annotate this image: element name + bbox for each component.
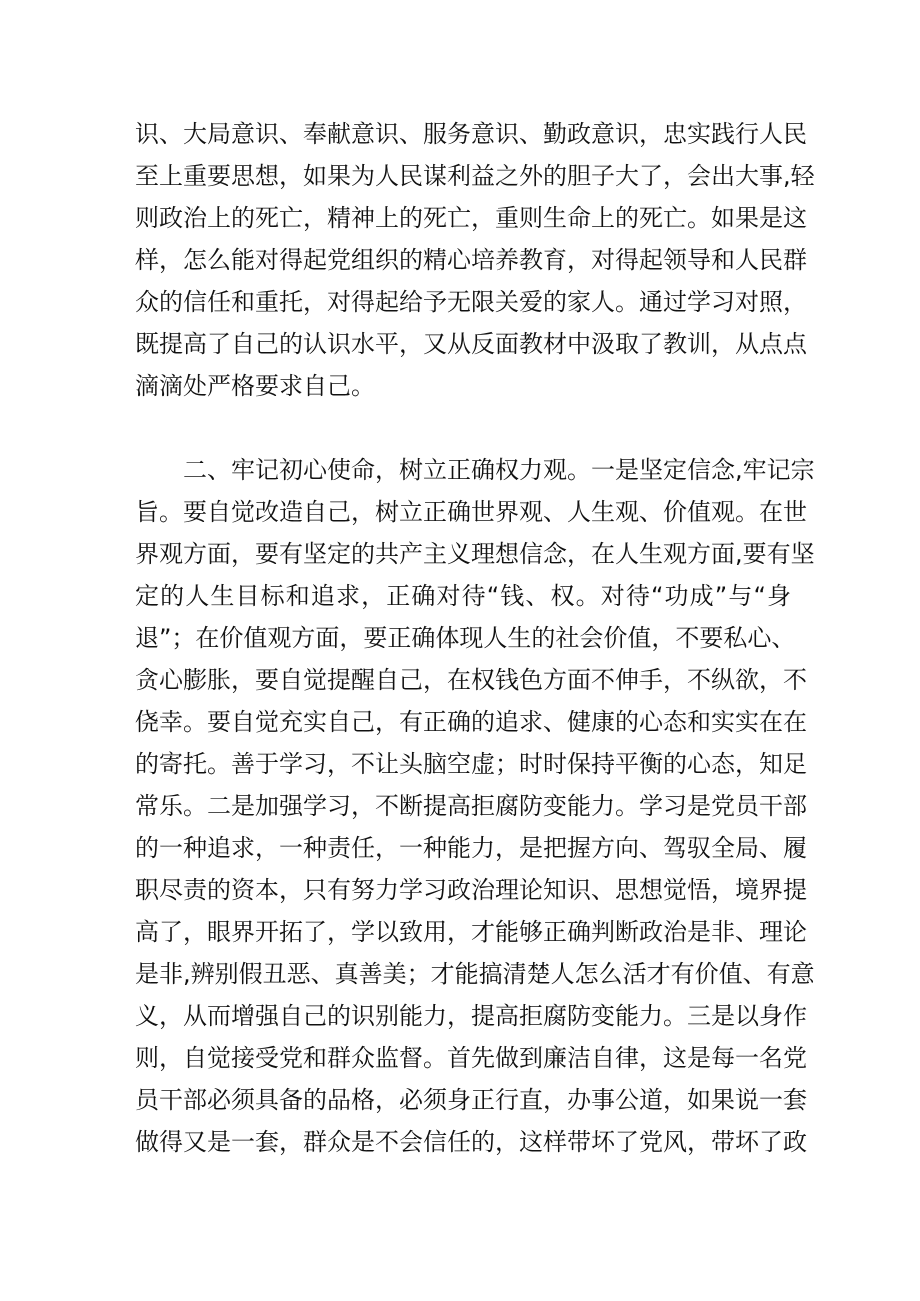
paragraph-2-line: 二、牢记初心使命，树立正确权力观。一是坚定信念,牢记宗 xyxy=(183,456,815,484)
paragraph-2-line: 常乐。二是加强学习，不断提高拒腐防变能力。学习是党员干部 xyxy=(135,792,807,820)
paragraph-2-line: 旨。要自觉改造自己，树立正确世界观、人生观、价值观。在世 xyxy=(135,498,807,526)
paragraph-2-line: 义，从而增强自己的识别能力，提高拒腐防变能力。三是以身作 xyxy=(135,1002,807,1030)
paragraph-1 xyxy=(135,113,815,407)
paragraph-2-line: 高了，眼界开拓了，学以致用，才能够正确判断政治是非、理论 xyxy=(135,918,807,946)
paragraph-1-line: 滴滴处严格要求自己。 xyxy=(135,372,375,400)
paragraph-2-line: 的一种追求，一种责任，一种能力，是把握方向、驾驭全局、履 xyxy=(135,834,807,862)
paragraph-1-line: 既提高了自己的认识水平，又从反面教材中汲取了教训，从点点 xyxy=(135,330,807,358)
paragraph-2-line: 界观方面，要有坚定的共产主义理想信念，在人生观方面,要有坚 xyxy=(135,540,815,568)
paragraph-2-line: 是非,辨别假丑恶、真善美；才能搞清楚人怎么活才有价值、有意 xyxy=(135,960,815,988)
paragraph-1-line: 至上重要思想，如果为人民谋利益之外的胆子大了，会出大事,轻 xyxy=(135,162,815,190)
paragraph-2-line: 定的人生目标和追求，正确对待“钱、权。对待“功成”与“身 xyxy=(135,582,791,610)
paragraph-2-line: 侥幸。要自觉充实自己，有正确的追求、健康的心态和实实在在 xyxy=(135,708,807,736)
paragraph-2-line: 的寄托。善于学习，不让头脑空虚；时时保持平衡的心态，知足 xyxy=(135,750,807,778)
paragraph-1-line: 众的信任和重托，对得起给予无限关爱的家人。通过学习对照， xyxy=(135,288,807,316)
paragraph-2-line: 贪心膨胀，要自觉提醒自己，在权钱色方面不伸手，不纵欲，不 xyxy=(135,666,807,694)
paragraph-2-line: 做得又是一套，群众是不会信任的，这样带坏了党风，带坏了政 xyxy=(135,1128,807,1156)
paragraph-2 xyxy=(135,449,815,1163)
paragraph-2-line: 员干部必须具备的品格，必须身正行直，办事公道，如果说一套 xyxy=(135,1086,807,1114)
paragraph-2-line: 职尽责的资本，只有努力学习政治理论知识、思想觉悟，境界提 xyxy=(135,876,807,904)
paragraph-1-line: 识、大局意识、奉献意识、服务意识、勤政意识，忠实践行人民 xyxy=(135,120,807,148)
paragraph-1-line: 样，怎么能对得起党组织的精心培养教育，对得起领导和人民群 xyxy=(135,246,807,274)
paragraph-2-line: 退”；在价值观方面，要正确体现人生的社会价值，不要私心、 xyxy=(135,624,796,652)
paragraph-1-line: 则政治上的死亡，精神上的死亡，重则生命上的死亡。如果是这 xyxy=(135,204,807,232)
paragraph-2-line: 则，自觉接受党和群众监督。首先做到廉洁自律，这是每一名党 xyxy=(135,1044,807,1072)
